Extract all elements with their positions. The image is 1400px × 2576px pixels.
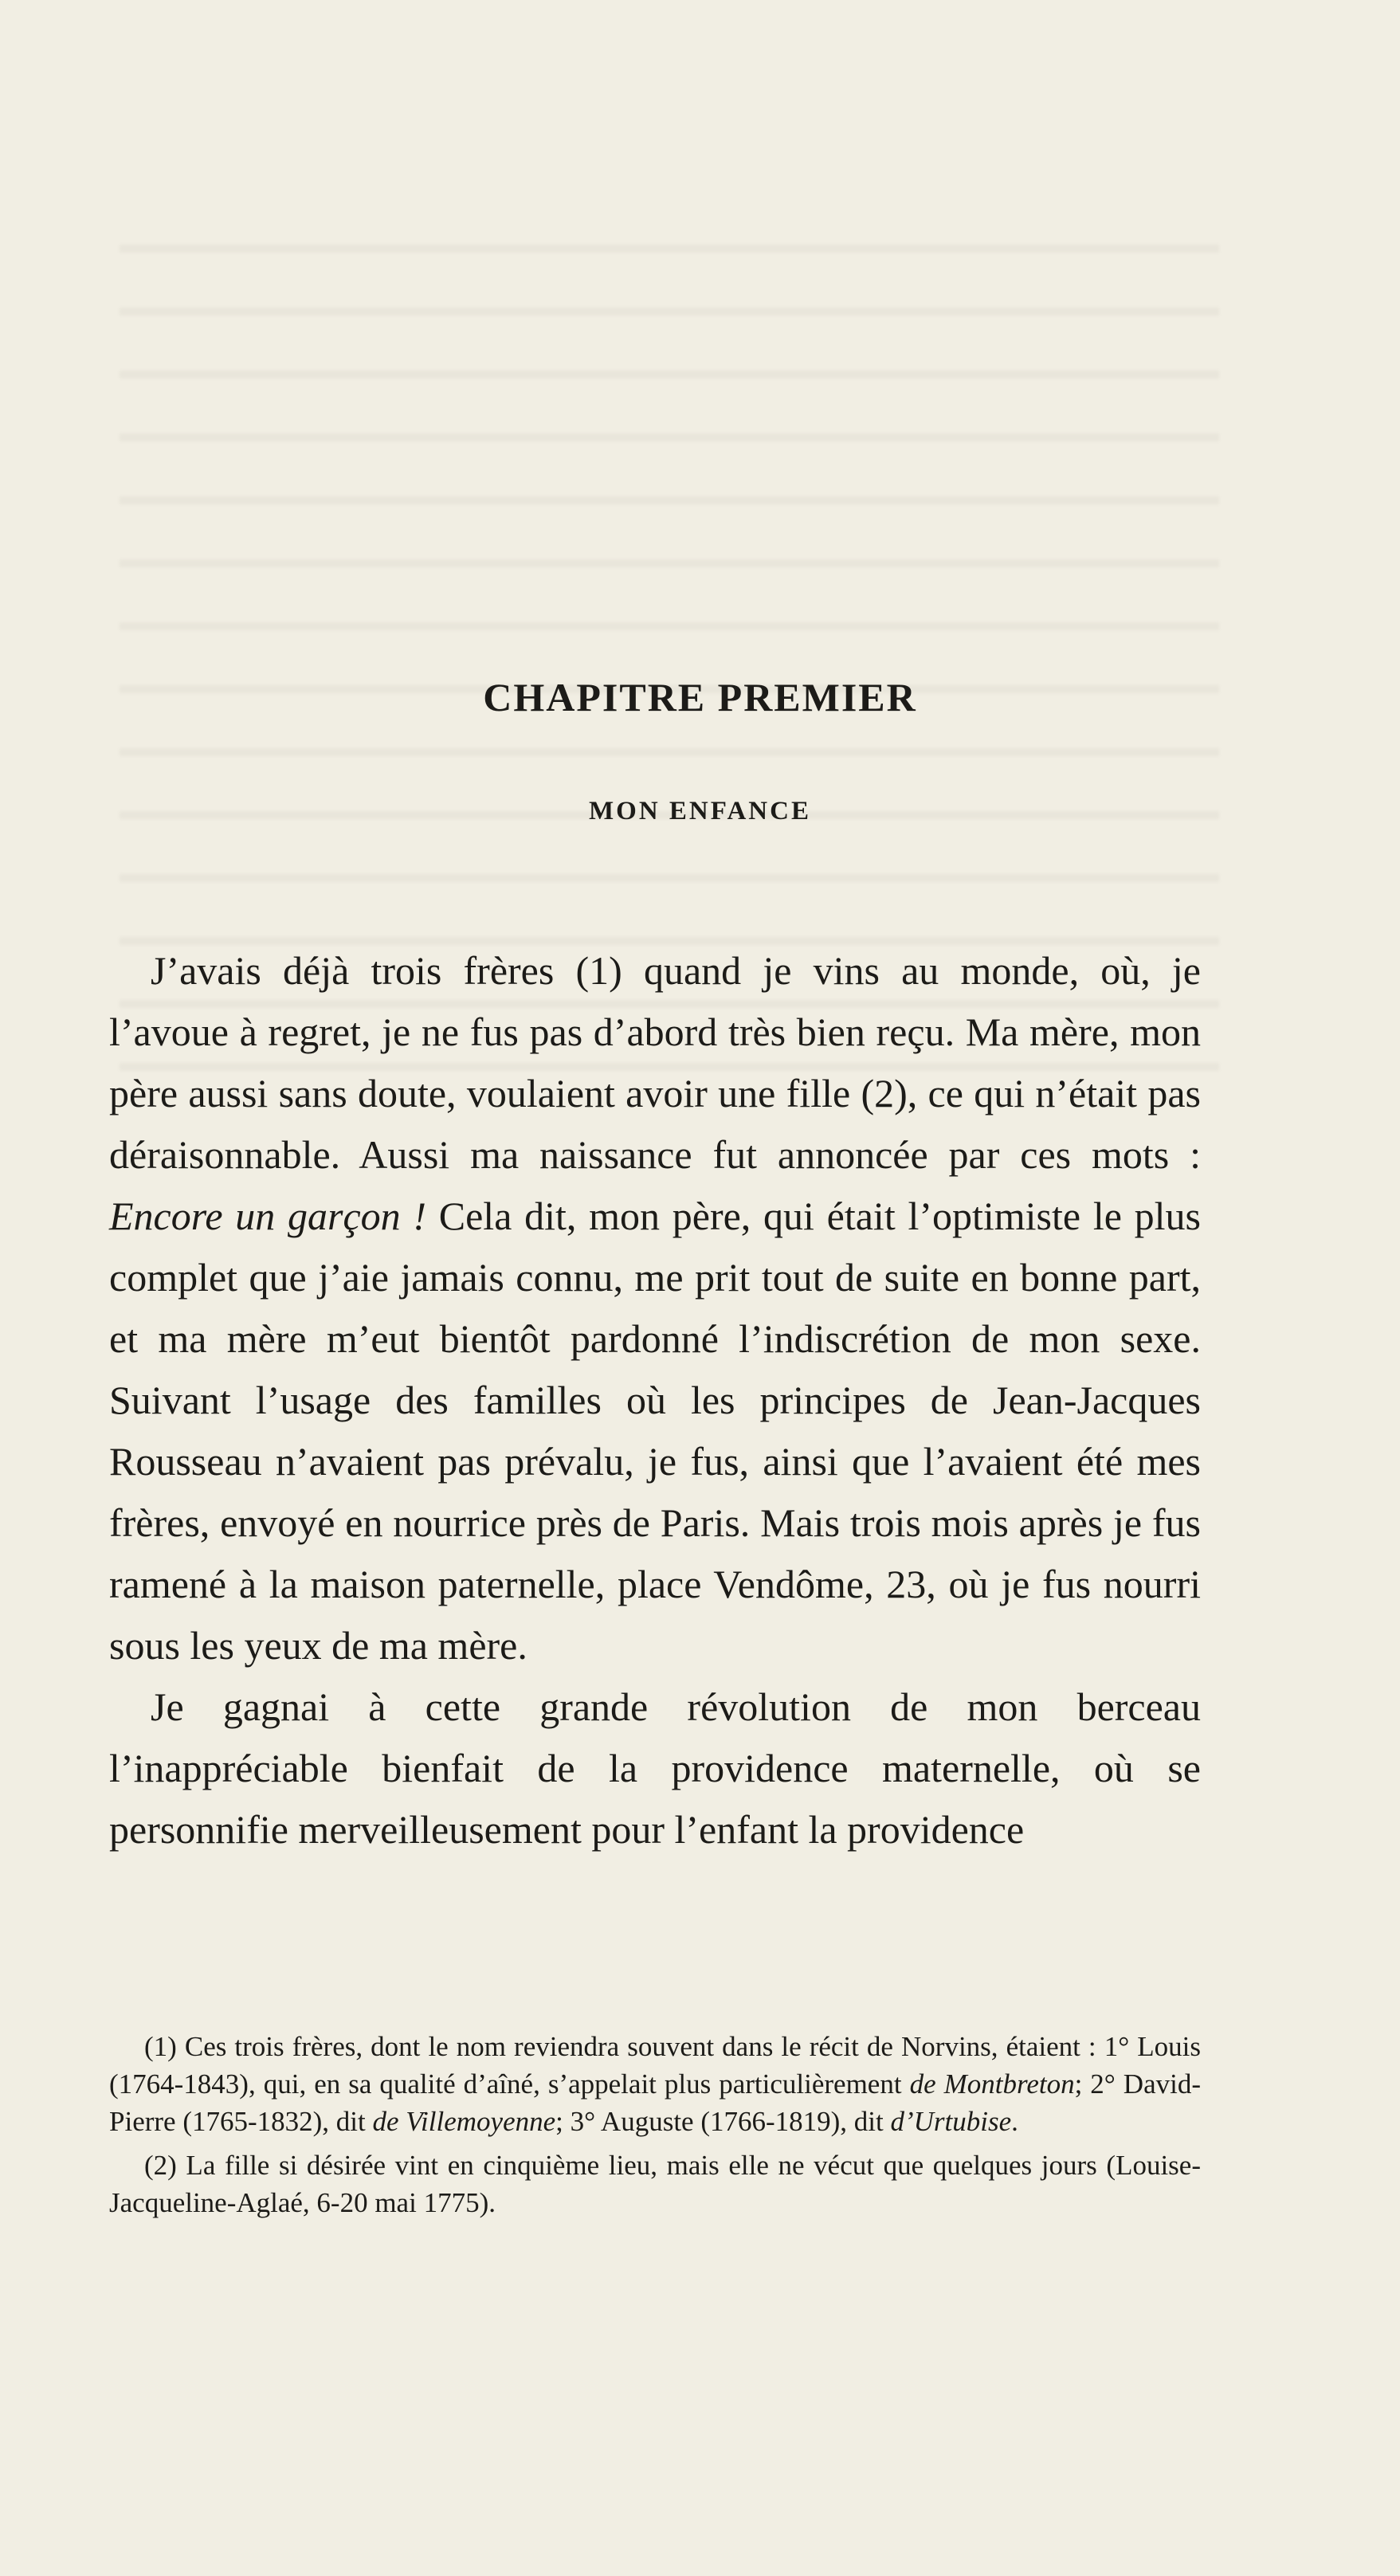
chapter-subtitle: MON ENFANCE — [589, 797, 811, 825]
paragraph-1-before: J’avais déjà trois frères (1) quand je vins au monde, où, je l’avoue à regret, je ne fus pas d’abord très bien reçu. Ma mère, mon père aussi sans doute, voulaient avoir une fille (2), ce qui n’était pas déraisonnable. Aussi ma naissance fut annoncée par ces mots : — [109, 948, 1201, 1177]
footnote-1-em3: d’Urtubise — [890, 2106, 1012, 2137]
chapter-title: CHAPITRE PREMIER — [483, 675, 917, 719]
footnote-1-part2: ; 2° David-Pierre (1765-1832), dit — [109, 2068, 1201, 2137]
footnote-1-part1: (1) Ces trois frères, dont le nom reviendra souvent dans le récit de Norvins, étaient : 1° Louis (1764-1843), qui, en sa qualité d’aîné, s’appelait plus particulièrement — [109, 2031, 1201, 2100]
paragraph-1-after: Cela dit, mon père, qui était l’optimiste le plus complet que j’aie jamais connu, me prit tout de suite en bonne part, et ma mère m’eut bientôt pardonné l’indiscrétion de mon sexe. Suivant l’usage des familles où les principes de Jean-Jacques Rousseau n’avaient pas prévalu, je fus, ainsi que l’avaient été mes frères, envoyé en nourrice près de Paris. Mais trois mois après je fus ramené à la maison paternelle, place Vendôme, 23, où je fus nourri sous les yeux de ma mère. — [109, 1194, 1201, 1668]
footnote-1-part4: . — [1011, 2106, 1018, 2137]
footnote-2: (2) La fille si désirée vint en cinquième lieu, mais elle ne vécut que quelques jours (Louise-Jacqueline-Aglaé, 6-20 mai 1775). — [109, 2150, 1201, 2218]
footnote-1-em2: de Villemoyenne — [372, 2106, 556, 2137]
footnote-1-em1: de Montbreton — [909, 2068, 1075, 2100]
paragraph-1-emphasis: Encore un garçon ! — [109, 1194, 427, 1238]
footnotes — [109, 2028, 1201, 2228]
paragraph-1 — [109, 940, 1201, 1676]
body-text — [109, 940, 1201, 1860]
footnote-1 — [109, 2028, 1201, 2140]
paragraph-2: Je gagnai à cette grande révolution de mon berceau l’inappréciable bienfait de la providence maternelle, où se personnifie merveilleusement pour l’enfant la providence — [109, 1684, 1201, 1852]
footnote-1-part3: ; 3° Auguste (1766-1819), dit — [555, 2106, 891, 2137]
